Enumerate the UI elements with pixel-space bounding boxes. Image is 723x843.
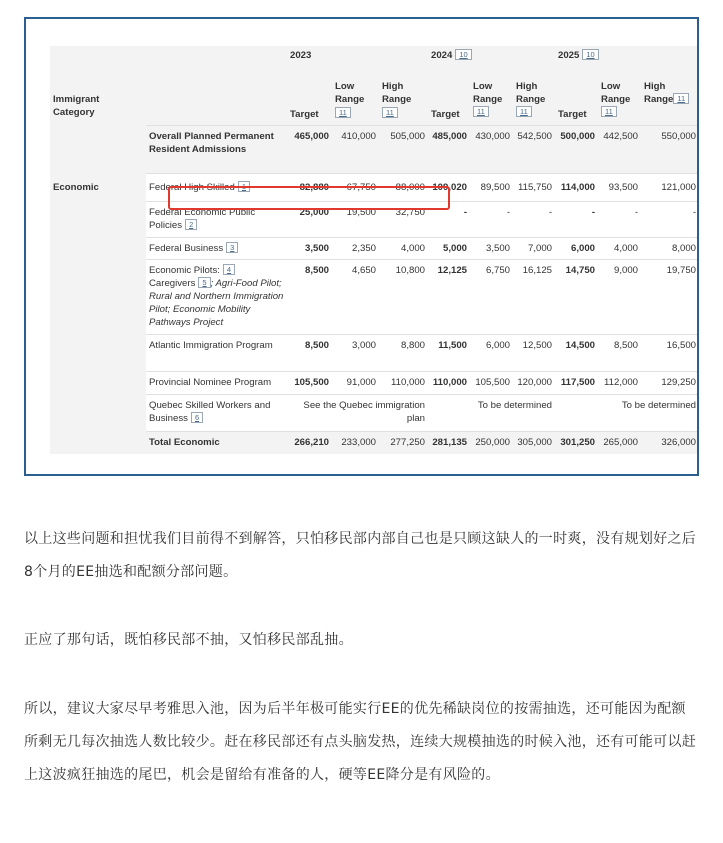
cell: 114,000	[555, 173, 598, 201]
cell: 129,250	[641, 371, 699, 394]
cell: 12,125	[428, 259, 470, 334]
cell: 326,000	[641, 431, 699, 454]
cell: -	[598, 201, 641, 237]
cell: 110,000	[428, 371, 470, 394]
cell: 550,000	[641, 125, 699, 173]
cell: 2,350	[332, 237, 379, 259]
cell: 105,500	[287, 371, 332, 394]
cell: 4,000	[598, 237, 641, 259]
cell: 25,000	[287, 201, 332, 237]
cell: 8,500	[287, 259, 332, 334]
cell: 500,000	[555, 125, 598, 173]
footnote-link[interactable]: 2	[185, 219, 197, 230]
cell: 93,500	[598, 173, 641, 201]
immigrant-category-header: Immigrant Category	[50, 46, 146, 125]
footnote-link[interactable]: 11	[335, 107, 351, 118]
table-row	[50, 334, 699, 371]
cell: 115,750	[513, 173, 555, 201]
cell: 3,000	[332, 334, 379, 371]
table-row	[50, 259, 699, 334]
low-range-header: Low Range11	[332, 76, 379, 125]
cell: -	[470, 201, 513, 237]
cell: 6,000	[470, 334, 513, 371]
year-2023-header: 2023	[287, 46, 428, 76]
cell: 120,000	[513, 371, 555, 394]
cell: 265,000	[598, 431, 641, 454]
category-economic: Economic	[50, 173, 146, 454]
row-label: Atlantic Immigration Program	[146, 334, 287, 371]
footnote-link[interactable]: 5	[198, 277, 210, 288]
footnote-link[interactable]: 11	[473, 106, 489, 117]
high-range-header: High Range11	[379, 76, 428, 125]
table-row-total	[50, 431, 699, 454]
cell: 117,500	[555, 371, 598, 394]
cell: 82,880	[287, 173, 332, 201]
target-header: Target	[555, 76, 598, 125]
paragraph: 正应了那句话，既怕移民部不抽，又怕移民部乱抽。	[24, 632, 353, 648]
cell: 233,000	[332, 431, 379, 454]
cell: 305,000	[513, 431, 555, 454]
cell: -	[555, 201, 598, 237]
footnote-link[interactable]: 4	[223, 264, 235, 275]
row-label: Federal Economic Public Policies 2	[146, 201, 287, 237]
cell: 301,250	[555, 431, 598, 454]
cell: 19,750	[641, 259, 699, 334]
cell: 8,500	[287, 334, 332, 371]
table-row	[50, 201, 699, 237]
immigration-levels-table	[50, 46, 699, 468]
cell: 8,000	[641, 237, 699, 259]
row-label: Provincial Nominee Program	[146, 371, 287, 394]
cell: 91,000	[332, 371, 379, 394]
cell: 67,750	[332, 173, 379, 201]
cell: 3,500	[287, 237, 332, 259]
table-row	[50, 173, 699, 201]
row-label: Overall Planned Permanent Resident Admissions	[146, 125, 287, 173]
cell: -	[641, 201, 699, 237]
cell: 5,000	[428, 237, 470, 259]
row-label: Federal Business 3	[146, 237, 287, 259]
cell: 6,000	[555, 237, 598, 259]
year-2025-header: 2025 10	[555, 46, 699, 76]
cell: 19,500	[332, 201, 379, 237]
footnote-link[interactable]: 10	[455, 49, 471, 60]
cell: 89,500	[470, 173, 513, 201]
cell: 32,750	[379, 201, 428, 237]
high-range-header: High Range11	[513, 76, 555, 125]
cell: 465,000	[287, 125, 332, 173]
target-header: Target	[287, 76, 332, 125]
cell: 277,250	[379, 431, 428, 454]
quebec-plan-link[interactable]: See the Quebec immigration plan	[303, 399, 426, 424]
cell: 266,210	[287, 431, 332, 454]
row-label: Federal High Skilled 1	[146, 173, 287, 201]
table-row-overall	[50, 125, 699, 173]
cell: 6,750	[470, 259, 513, 334]
quebec-2023-note	[287, 394, 428, 431]
cell: 485,000	[428, 125, 470, 173]
cell: 542,500	[513, 125, 555, 173]
cell: 14,500	[555, 334, 598, 371]
footnote-link[interactable]: 1	[238, 181, 250, 192]
cell: 7,000	[513, 237, 555, 259]
high-range-header: High Range 11	[641, 76, 699, 125]
footnote-link[interactable]: 10	[582, 49, 598, 60]
footnote-link[interactable]: 6	[191, 412, 203, 423]
low-range-header: Low Range11	[470, 76, 513, 125]
low-range-header: Low Range11	[598, 76, 641, 125]
cell: 505,000	[379, 125, 428, 173]
quebec-2025-note: To be determined	[555, 394, 699, 431]
cell: 430,000	[470, 125, 513, 173]
cell: 410,000	[332, 125, 379, 173]
table-row	[50, 394, 699, 431]
year-2024-header: 2024 10	[428, 46, 555, 76]
cell: 88,000	[379, 173, 428, 201]
cell: 8,500	[598, 334, 641, 371]
cell: 4,650	[332, 259, 379, 334]
cell: 109,020	[428, 173, 470, 201]
footnote-link[interactable]: 11	[516, 106, 532, 117]
paragraph: 以上这些问题和担忧我们目前得不到解答，只怕移民部内部自己也是只顾这缺人的一时爽，没有规划好之后8个月的EE抽选和配额分部问题。	[24, 531, 697, 580]
cell: 112,000	[598, 371, 641, 394]
row-label: Total Economic	[146, 431, 287, 454]
cell: -	[513, 201, 555, 237]
cell: 8,800	[379, 334, 428, 371]
cell: 250,000	[470, 431, 513, 454]
cell: 16,125	[513, 259, 555, 334]
footnote-link[interactable]: 11	[382, 107, 398, 118]
row-label: Quebec Skilled Workers and Business 6	[146, 394, 287, 431]
cell: -	[428, 201, 470, 237]
cell: 12,500	[513, 334, 555, 371]
footnote-link[interactable]: 11	[673, 93, 689, 104]
quebec-2024-note: To be determined	[428, 394, 555, 431]
target-header: Target	[428, 76, 470, 125]
cell: 14,750	[555, 259, 598, 334]
table-row	[50, 371, 699, 394]
paragraph: 所以，建议大家尽早考雅思入池，因为后半年极可能实行EE的优先稀缺岗位的按需抽选，还可能因为配额所剩无几每次抽选人数比较少。赶在移民部还有点头脑发热，连续大规模抽选的时候入池，还有可能可以赶上这波疯狂抽选的尾巴，机会是留给有准备的人，硬等EE降分是有风险的。	[24, 701, 697, 783]
cell: 9,000	[598, 259, 641, 334]
table-screenshot-frame	[24, 17, 699, 476]
cell: 110,000	[379, 371, 428, 394]
row-label: Economic Pilots: 4 Caregivers 5 ; Agri-Food Pilot; Rural and Northern Immigration Pilot; Economic Mobility Pathways Project	[146, 259, 287, 334]
cell: 16,500	[641, 334, 699, 371]
cell: 281,135	[428, 431, 470, 454]
cell: 4,000	[379, 237, 428, 259]
cell: 11,500	[428, 334, 470, 371]
cell: 121,000	[641, 173, 699, 201]
footnote-link[interactable]: 11	[601, 106, 617, 117]
cell: 10,800	[379, 259, 428, 334]
table-row	[50, 237, 699, 259]
cell: 3,500	[470, 237, 513, 259]
cell: 442,500	[598, 125, 641, 173]
footnote-link[interactable]: 3	[226, 242, 238, 253]
cell: 105,500	[470, 371, 513, 394]
